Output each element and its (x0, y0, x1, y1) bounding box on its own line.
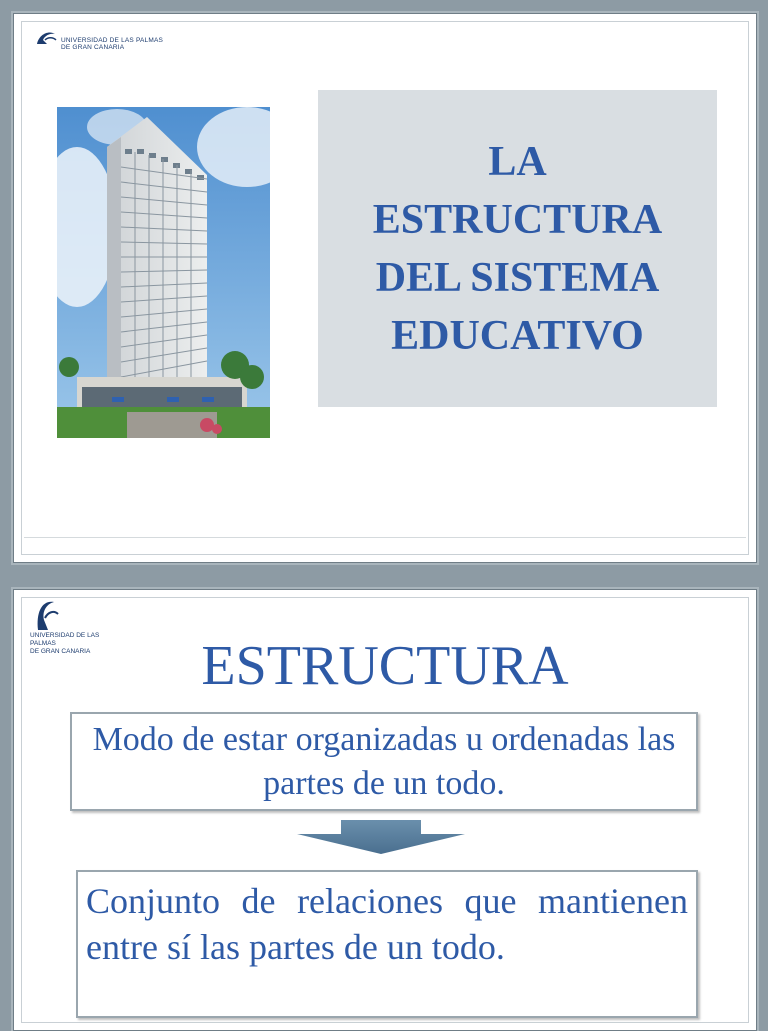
title-box (318, 90, 717, 407)
slide-title: ESTRUCTURA (201, 635, 569, 697)
logo-text: UNIVERSIDAD DE LAS PALMAS DE GRAN CANARIA (30, 632, 100, 655)
slide-2 (13, 589, 757, 1031)
footer-divider (24, 537, 746, 538)
logo-text: UNIVERSIDAD DE LAS PALMAS DE GRAN CANARIA (61, 37, 164, 51)
definition-text: Modo de estar organizadas u ordenadas las partes de un todo. (92, 720, 676, 802)
building-photo (57, 107, 270, 438)
logo-emblem-icon (32, 598, 62, 632)
slide-1 (13, 13, 757, 563)
definition-box (70, 712, 698, 811)
relations-text: Conjunto de relaciones que mantienen entre sí las partes de un todo. (86, 881, 688, 967)
university-logo (35, 30, 165, 58)
slide-title: LA ESTRUCTURA DEL SISTEMA EDUCATIVO (372, 138, 663, 359)
logo-emblem-icon (35, 30, 59, 46)
down-arrow-icon (297, 820, 465, 854)
relations-box (76, 870, 698, 1018)
